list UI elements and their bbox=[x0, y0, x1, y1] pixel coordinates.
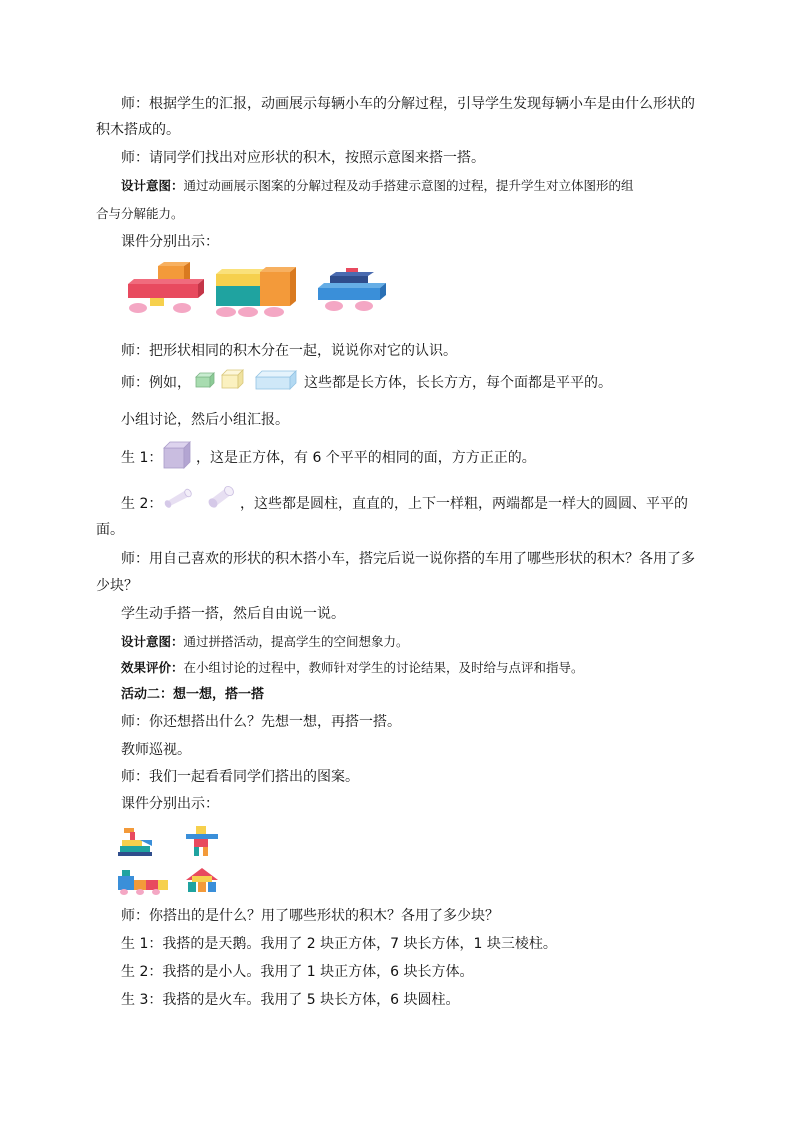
cylinder-icon-1 bbox=[163, 488, 192, 508]
cuboid-small-icon bbox=[196, 373, 214, 387]
design-intent-label: 设计意图： bbox=[121, 178, 184, 193]
text-line: 少块？ bbox=[96, 578, 138, 594]
person-figure bbox=[186, 826, 218, 856]
design-intent-2-label: 设计意图： bbox=[121, 634, 184, 649]
example-line bbox=[121, 373, 191, 393]
text-line: 师：你还想搭出什么？先想一想，再搭一搭。 bbox=[121, 714, 401, 730]
text-line: 师：你搭出的是什么？用了哪些形状的积木？各用了多少块？ bbox=[121, 908, 499, 924]
text-line: 教师巡视。 bbox=[121, 742, 191, 758]
example-prefix: 师：例如， bbox=[121, 375, 191, 391]
student-answer-2: 生 2：我搭的是小人。我用了 1 块正方体，6 块长方体。 bbox=[121, 964, 474, 980]
text-line: 积木搭成的。 bbox=[96, 122, 180, 138]
student1-prefix: 生 1： bbox=[121, 450, 163, 466]
cars-illustration bbox=[124, 262, 394, 322]
block-figures bbox=[116, 824, 226, 896]
activity-heading: 活动二：想一想，搭一搭 bbox=[121, 687, 265, 702]
student-answer-3: 生 3：我搭的是火车。我用了 5 块长方体，6 块圆柱。 bbox=[121, 992, 460, 1008]
design-intent-text: 通过动画展示图案的分解过程及动手搭建示意图的过程，提升学生对立体图形的组 bbox=[183, 178, 634, 193]
cylinder-icons bbox=[162, 484, 238, 508]
text-line: 师：我们一起看看同学们搭出的图案。 bbox=[121, 769, 359, 785]
car-red bbox=[128, 262, 204, 313]
effect-evaluation-text: 在小组讨论的过程中，教师针对学生的讨论结果，及时给与点评和指导。 bbox=[183, 660, 584, 675]
cars-svg bbox=[124, 262, 394, 322]
cube-icon bbox=[162, 440, 192, 470]
cuboid-medium-icon bbox=[222, 370, 243, 388]
design-intent-line bbox=[121, 176, 634, 196]
text-line: 师：根据学生的汇报，动画展示每辆小车的分解过程，引导学生发现每辆小车是由什么形状的 bbox=[121, 96, 695, 112]
text-line: 学生动手搭一搭，然后自由说一说。 bbox=[121, 606, 345, 622]
train-figure bbox=[118, 870, 168, 895]
car-blue bbox=[318, 268, 386, 311]
text-line: 师：请同学们找出对应形状的积木，按照示意图来搭一搭。 bbox=[121, 150, 485, 166]
student-answer-1: 生 1：我搭的是天鹅。我用了 2 块正方体，7 块长方体，1 块三棱柱。 bbox=[121, 936, 557, 952]
student2-text: ，这些都是圆柱，直直的，上下一样粗，两端都是一样大的圆圆、平平的 bbox=[240, 496, 688, 512]
text-line: 课件分别出示： bbox=[121, 234, 219, 250]
text-line: 小组讨论，然后小组汇报。 bbox=[121, 412, 289, 428]
student2-prefix: 生 2： bbox=[121, 496, 163, 512]
text-line: 师：把形状相同的积木分在一起，说说你对它的认识。 bbox=[121, 343, 457, 359]
design-intent-2-line bbox=[121, 632, 409, 652]
text-line: 师：用自己喜欢的形状的积木搭小车，搭完后说一说你搭的车用了哪些形状的积木？各用了多 bbox=[121, 551, 695, 567]
example-suffix: 这些都是长方体，长长方方，每个面都是平平的。 bbox=[304, 375, 612, 391]
effect-evaluation-line bbox=[121, 658, 584, 678]
text-line: 面。 bbox=[96, 522, 124, 538]
house-figure bbox=[186, 868, 218, 892]
student1-text: ，这是正方体，有 6 个平平的相同的面，方方正正的。 bbox=[196, 450, 536, 466]
cuboid-long-icon bbox=[256, 371, 296, 389]
text-line: 课件分别出示： bbox=[121, 796, 219, 812]
design-intent-line-2: 合与分解能力。 bbox=[96, 206, 184, 221]
car-truck bbox=[216, 267, 296, 317]
design-intent-2-text: 通过拼搭活动，提高学生的空间想象力。 bbox=[183, 634, 409, 649]
cylinder-icon-2 bbox=[207, 485, 236, 508]
cuboid-icons-svg bbox=[194, 367, 300, 393]
effect-evaluation-label: 效果评价： bbox=[121, 660, 184, 675]
cuboid-examples bbox=[194, 367, 300, 393]
swan-figure bbox=[118, 828, 152, 856]
